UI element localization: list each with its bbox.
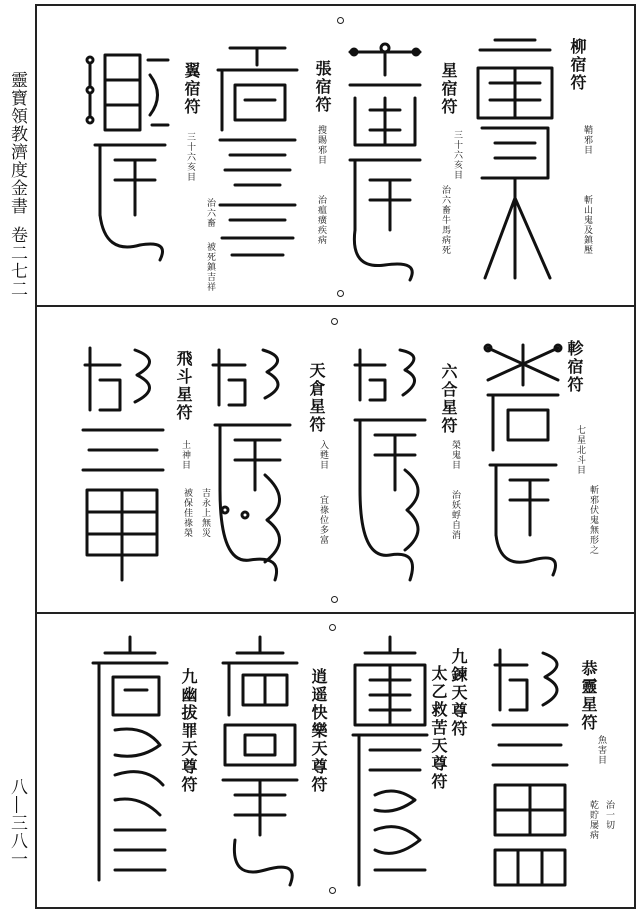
- entry-title: 天倉星符: [307, 362, 326, 434]
- entry-title: 恭靈星符: [579, 660, 598, 732]
- entry-title: 九鍊天尊符: [449, 648, 468, 738]
- entry-title: 九幽拔罪天尊符: [179, 668, 198, 794]
- talisman-xiaoyao: [215, 635, 305, 885]
- entry-title: 軫宿符: [565, 340, 584, 394]
- circle-icon: [331, 318, 338, 325]
- entry-title: 太乙救苦天尊符: [429, 665, 448, 791]
- volume-margin: 卷二七二: [7, 226, 27, 298]
- entry-note: 魚害目: [596, 735, 606, 765]
- circle-icon: [337, 17, 344, 24]
- entry-note: 土神目: [180, 440, 190, 470]
- circle-icon: [329, 624, 336, 631]
- entry-note: 治妖蜉自消: [450, 490, 460, 540]
- entry-note: 斬邪伏鬼無形之: [588, 485, 598, 555]
- entry-title: 柳宿符: [568, 38, 587, 92]
- page-number-margin: 八―三八一: [7, 778, 27, 868]
- entry-note: 治六畜: [205, 198, 215, 228]
- entry-note: 三十六亥目: [452, 130, 462, 180]
- entry-note: 被保佳祿榮: [182, 488, 192, 538]
- entry-note: 七星北斗目: [575, 425, 585, 475]
- entry-note: 宜祿位多富: [318, 495, 328, 545]
- entry-note: 搜賜邪目: [316, 125, 326, 165]
- entry-title: 六合星符: [439, 363, 458, 435]
- entry-note: 治六畜牛馬病死: [440, 185, 450, 255]
- talisman-zhang: [210, 40, 305, 270]
- entry-note: 榮鬼目: [450, 440, 460, 470]
- talisman-zhen: [478, 340, 568, 575]
- entry-title: 翼宿符: [182, 62, 201, 116]
- talisman-feidou: [75, 340, 170, 580]
- entry-note: 治一切: [604, 800, 614, 830]
- entry-note: 吉永上無災: [200, 488, 210, 538]
- panel-divider-1: [35, 305, 636, 307]
- talisman-yi: [80, 45, 175, 265]
- panel-divider-2: [35, 612, 636, 614]
- talisman-xing: [340, 40, 430, 280]
- entry-title: 張宿符: [313, 60, 332, 114]
- circle-icon: [329, 887, 336, 894]
- talisman-liu: [470, 28, 560, 278]
- entry-note: 三十六亥目: [185, 132, 195, 182]
- talisman-jiulian: [345, 635, 435, 885]
- circle-icon: [331, 596, 338, 603]
- entry-note: 被死鎮吉祥: [205, 242, 215, 292]
- talisman-tiancang: [205, 340, 300, 580]
- entry-title: 逍遥快樂天尊符: [309, 668, 328, 794]
- talisman-jiuyou: [85, 635, 175, 885]
- talisman-gongling: [485, 645, 575, 885]
- entry-note: 入甦目: [318, 440, 328, 470]
- entry-note: 鞘邪目: [582, 125, 592, 155]
- entry-note: 治瘟癀疾病: [316, 195, 326, 245]
- entry-title: 星宿符: [439, 62, 458, 116]
- entry-title: 飛斗星符: [174, 350, 193, 422]
- circle-icon: [337, 290, 344, 297]
- talisman-liuhe: [345, 340, 435, 580]
- book-title-margin: 靈寶領教濟度金書: [7, 71, 27, 215]
- entry-note: 乾貯屡病: [588, 800, 598, 840]
- entry-note: 斬山鬼及鎮壓: [582, 195, 592, 255]
